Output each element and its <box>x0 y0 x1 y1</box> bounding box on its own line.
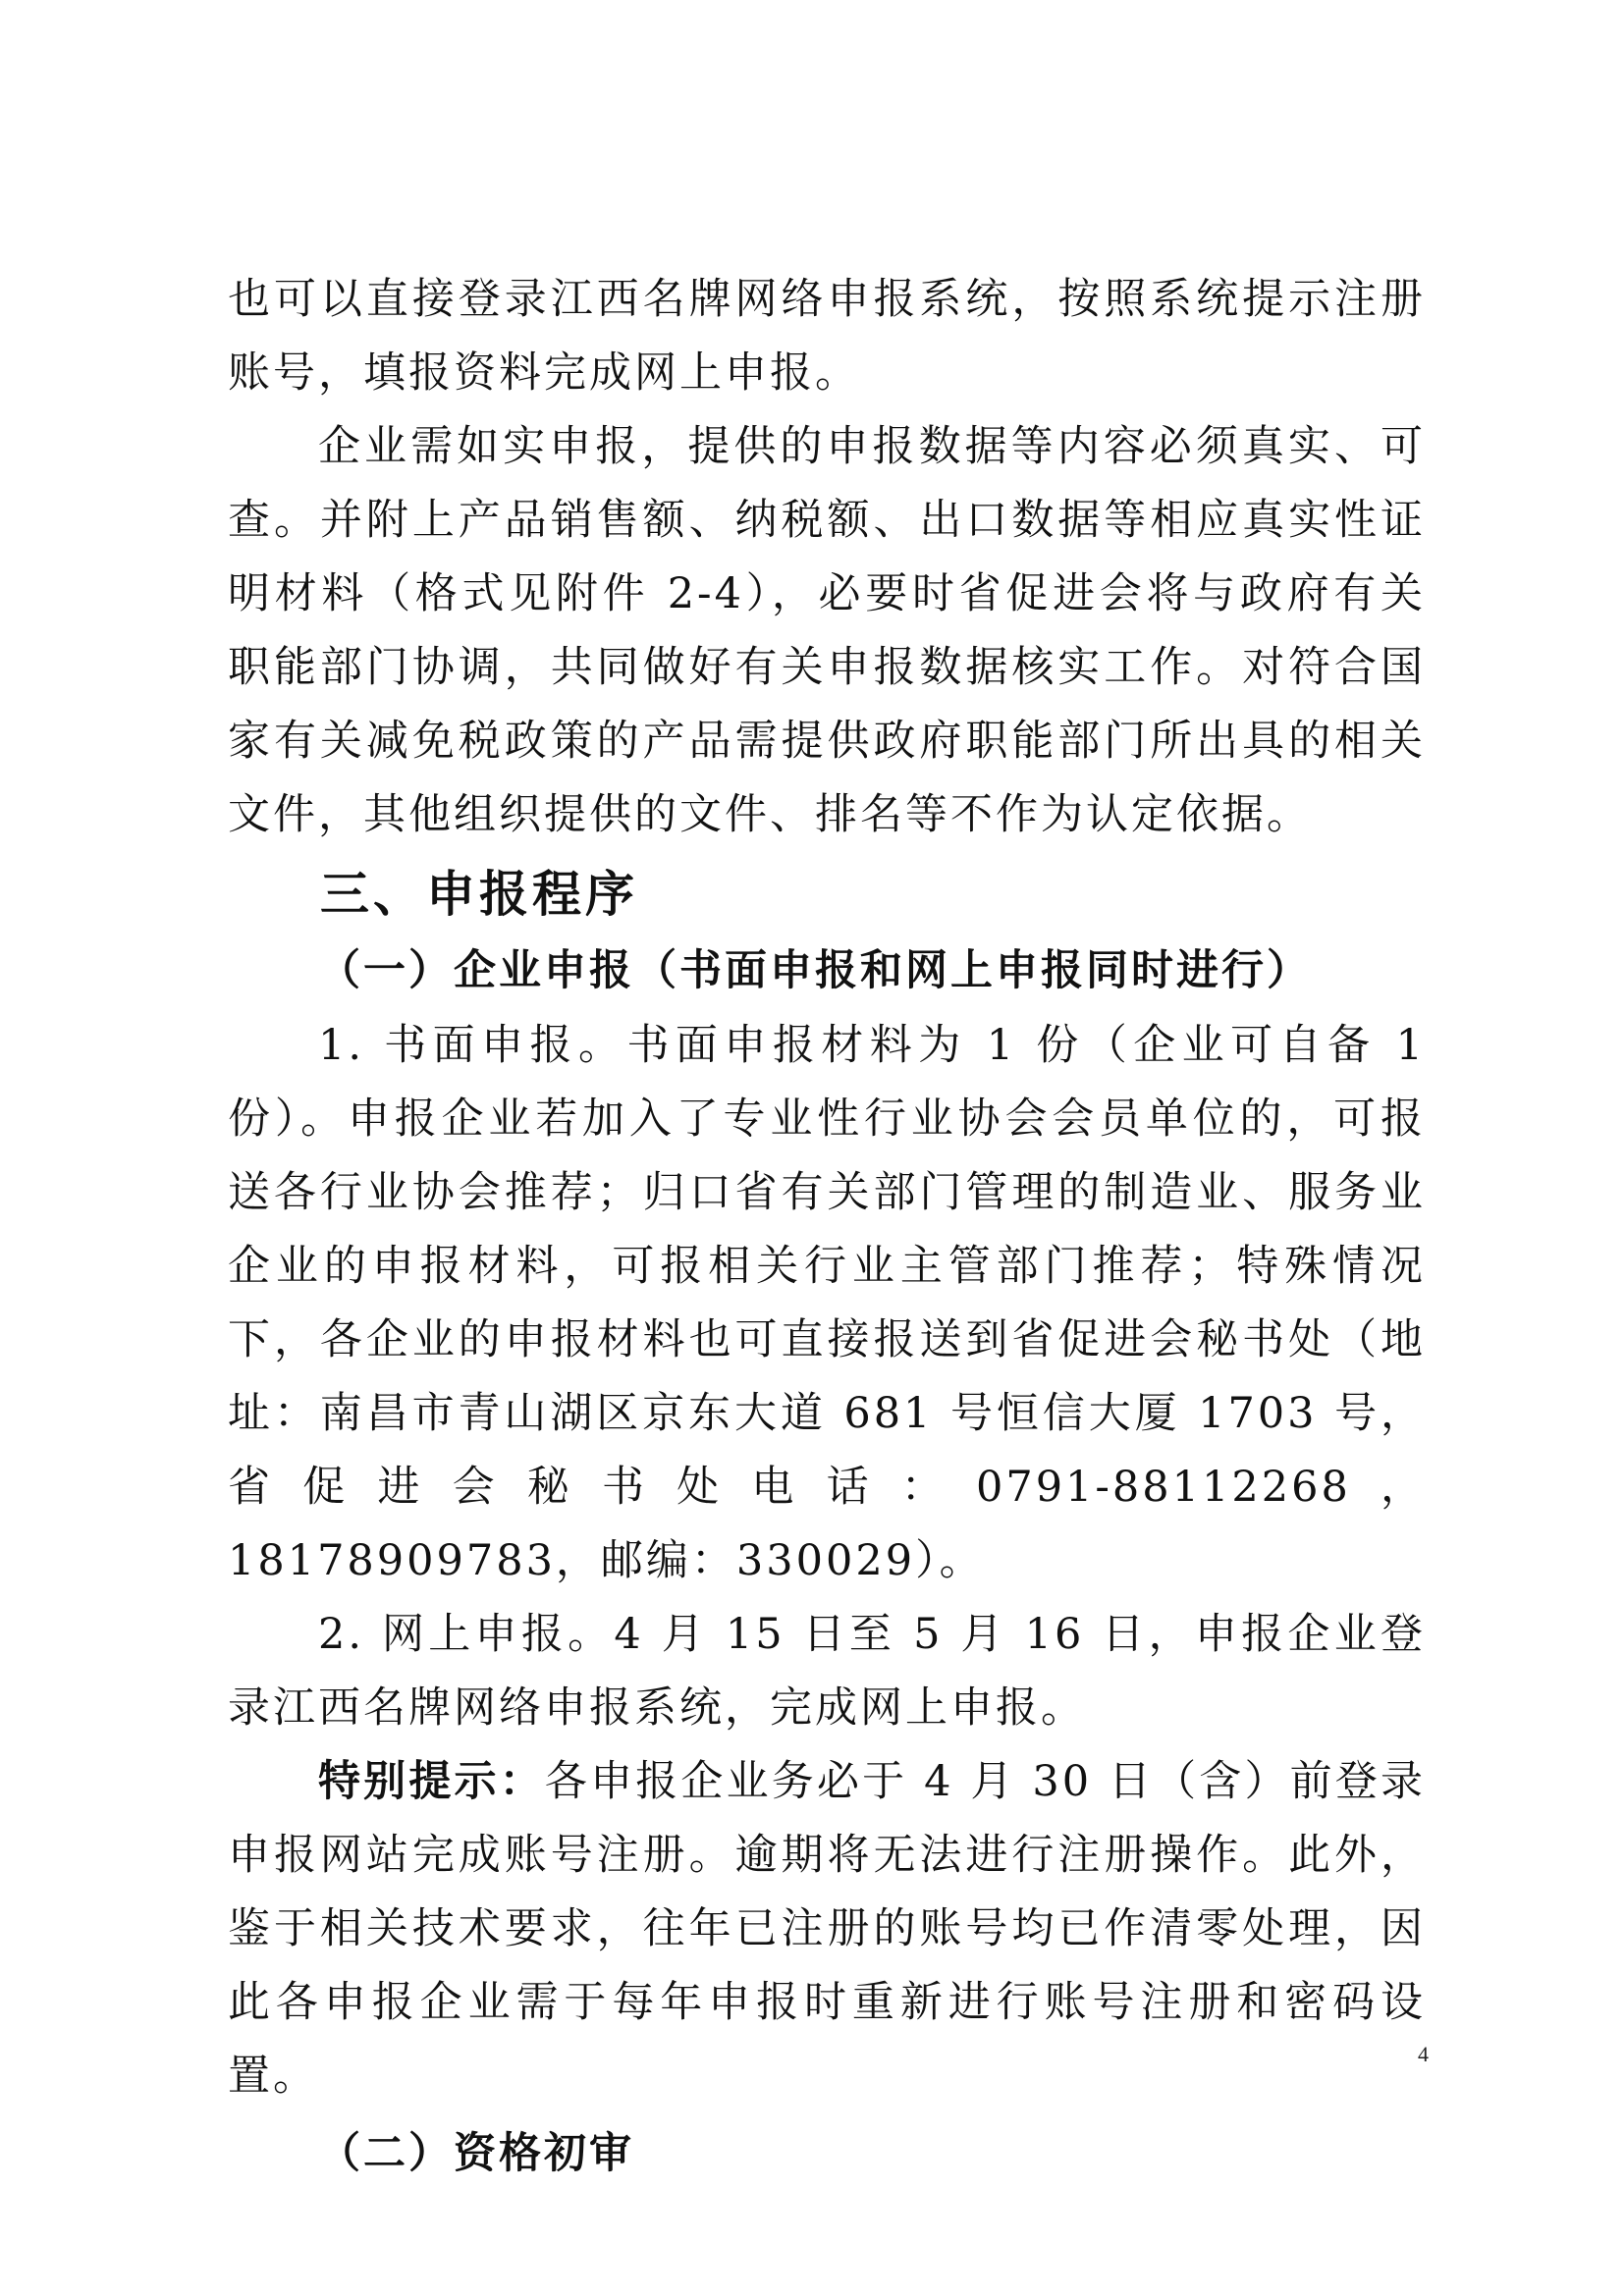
section-heading-procedure: 三、申报程序 <box>320 866 638 923</box>
subheading-enterprise-declaration: （一）企业申报（书面申报和网上申报同时进行） <box>318 946 1312 995</box>
page-number: 4 <box>1418 2042 1429 2066</box>
paragraph-online-declaration: 2. 网上申报。4 月 15 日至 5 月 16 日，申报企业登录江西名牌网络申报系统，完成网上申报。 <box>228 1610 1426 1733</box>
paragraph-truthful-declaration: 企业需如实申报，提供的申报数据等内容必须真实、可查。并附上产品销售额、纳税额、出口数据等相应真实性证明材料（格式见附件 2-4），必要时省促进会将与政府有关职能部门协调，共同做好有关申报数据核实工作。对符合国家有关减免税政策的产品需提供政府职能部门所出具的相关文件，其他组织提供的文件、排名等不作为认定依据。 <box>228 422 1426 839</box>
special-notice-label: 特别提示： <box>318 1757 545 1806</box>
paragraph-special-notice <box>228 1745 1426 2113</box>
subheading-qualification-review: （二）资格初审 <box>318 2129 634 2178</box>
page-body <box>228 263 1426 2192</box>
paragraph-online-registration: 也可以直接登录江西名牌网络申报系统，按照系统提示注册账号，填报资料完成网上申报。 <box>228 275 1426 398</box>
special-notice-text: 各申报企业务必于 4 月 30 日（含）前登录申报网站完成账号注册。逾期将无法进行注册操作。此外，鉴于相关技术要求，往年已注册的账号均已作清零处理，因此各申报企业需于每年申报时重新进行账号注册和密码设置。 <box>228 1757 1427 2101</box>
paragraph-written-declaration: 1. 书面申报。书面申报材料为 1 份（企业可自备 1 份）。申报企业若加入了专业性行业协会会员单位的，可报送各行业协会推荐；归口省有关部门管理的制造业、服务业企业的申报材料，可报相关行业主管部门推荐；特殊情况下，各企业的申报材料也可直接报送到省促进会秘书处（地址：南昌市青山湖区京东大道 681 号恒信大厦 1703 号，省促进会秘书处电话：0791-88112268，18178909783，邮编：330029）。 <box>228 1021 1426 1585</box>
